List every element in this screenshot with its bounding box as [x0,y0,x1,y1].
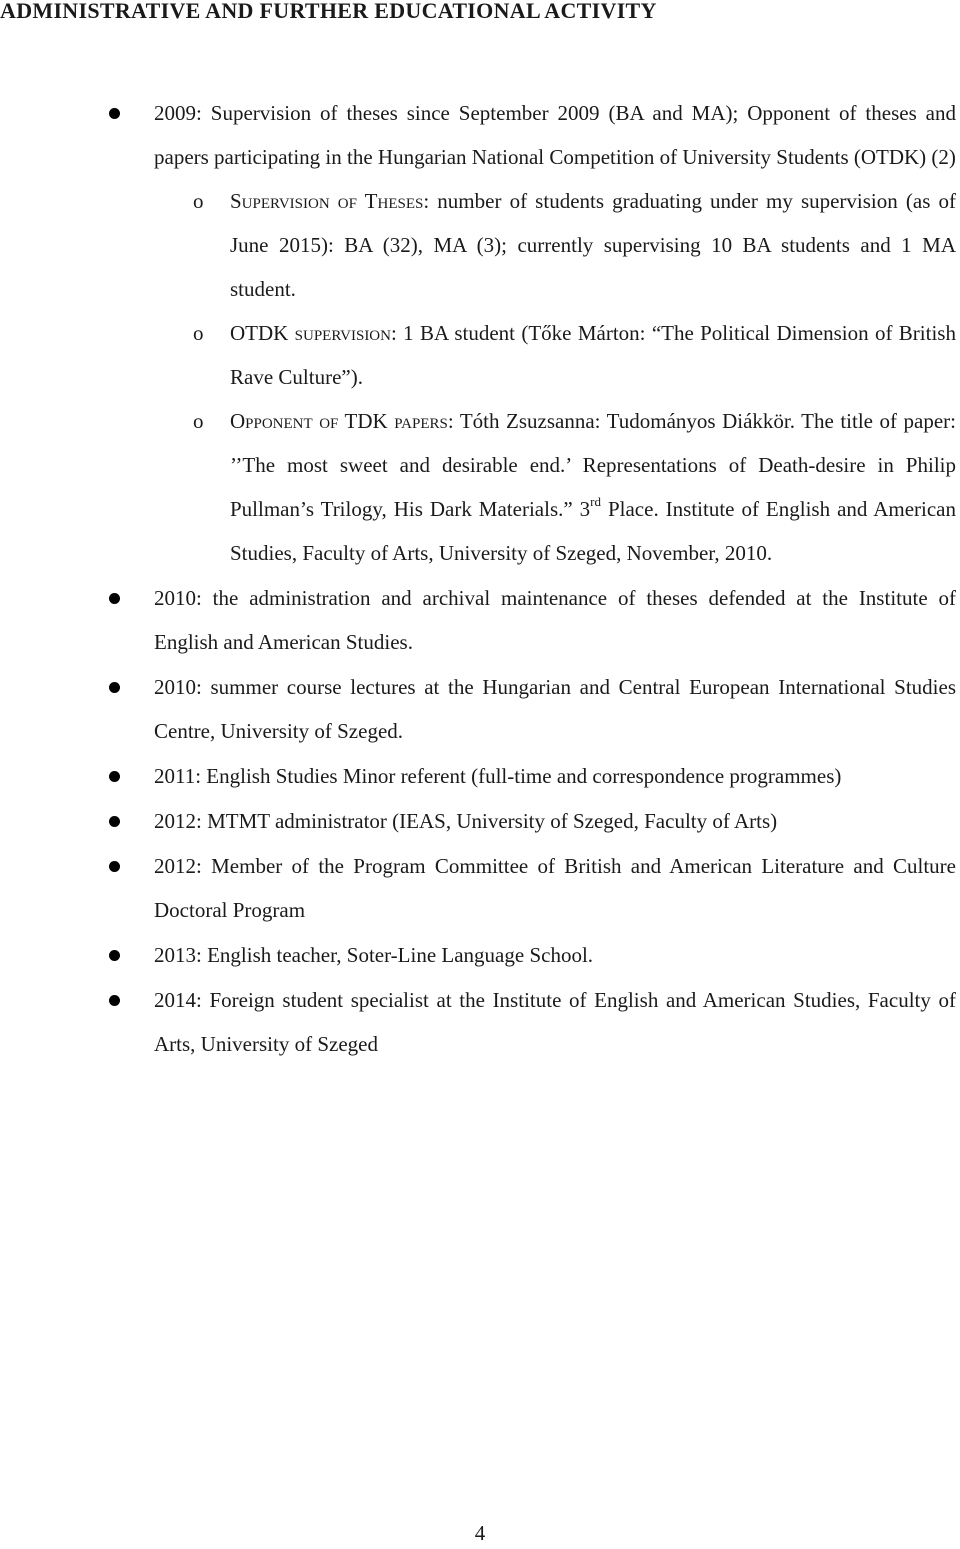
circle-marker-icon: o [193,409,204,433]
sub-list-item [154,311,956,399]
item-text: 2012: Member of the Program Committee of British and American Literature and Culture Doctoral Program [154,854,956,922]
activity-list [108,91,956,1066]
ordinal-suffix: rd [590,494,601,509]
bullet-icon [109,995,120,1006]
sub-list-item [154,179,956,311]
sub-item-text: number of students graduating under my supervision (as of June 2015): BA (32), MA (3); currently supervising 10 BA students and 1 MA student. [230,189,956,301]
bullet-icon [109,816,120,827]
bullet-icon [109,771,120,782]
list-item [108,978,956,1066]
item-text: 2010: summer course lectures at the Hungarian and Central European International Studies Centre, University of Szeged. [154,675,956,743]
list-item [108,799,956,843]
item-text: 2010: the administration and archival maintenance of theses defended at the Institute of English and American Studies. [154,586,956,654]
sub-item-tail: Place. Institute of English and American Studies, Faculty of Arts, University of Szeged, November, 2010. [230,497,956,565]
sub-list [154,179,956,575]
sub-item-lead: Opponent of TDK papers: [230,409,454,433]
sub-item-text: 1 BA student (Tőke Márton: “The Political Dimension of British Rave Culture”). [230,321,956,389]
item-text: 2013: English teacher, Soter-Line Language School. [154,943,594,967]
circle-marker-icon: o [193,189,204,213]
list-item [108,91,956,575]
sub-item-lead: OTDK supervision: [230,321,397,345]
item-text: 2009: Supervision of theses since September 2009 (BA and MA); Opponent of theses and papers participating in the Hungarian National Competition of University Students (OTDK) (2) [154,101,956,169]
item-text: 2012: MTMT administrator (IEAS, University of Szeged, Faculty of Arts) [154,809,778,833]
list-item [108,754,956,798]
bullet-icon [109,682,120,693]
item-text: 2011: English Studies Minor referent (full-time and correspondence programmes) [154,764,842,788]
sub-item-text: Tóth Zsuzsanna: Tudományos Diákkör. The title of paper: ’’The most sweet and desirable end.’ Representations of Death-desire in Philip Pullman’s Trilogy, His Dark Materials.” 3 [230,409,956,521]
bullet-icon [109,950,120,961]
page-number: 4 [474,1521,486,1545]
list-item [108,665,956,753]
bullet-icon [109,861,120,872]
list-item [108,844,956,932]
sub-item-lead: Supervision of Theses: [230,189,430,213]
list-item [108,576,956,664]
list-item [108,933,956,977]
sub-list-item [154,399,956,575]
item-text: 2014: Foreign student specialist at the Institute of English and American Studies, Faculty of Arts, University of Szeged [154,988,956,1056]
bullet-icon [109,108,120,119]
page-heading: ADMINISTRATIVE AND FURTHER EDUCATIONAL ACTIVITY [0,0,657,23]
circle-marker-icon: o [193,321,204,345]
bullet-icon [109,593,120,604]
